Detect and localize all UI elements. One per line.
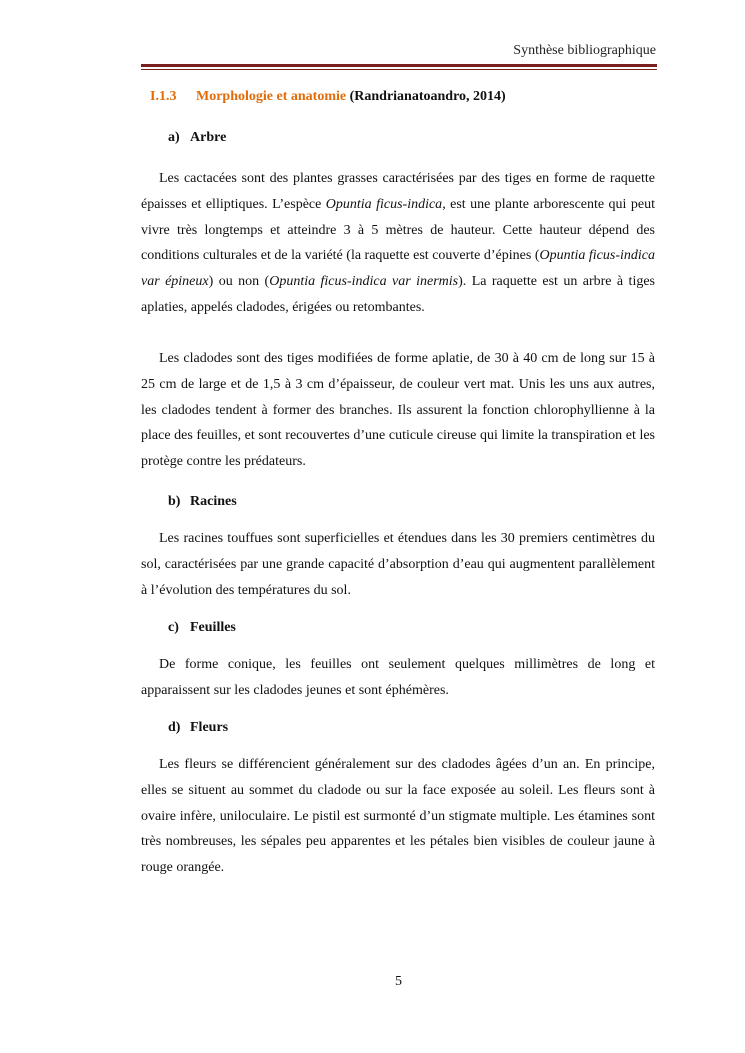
paragraph-racines: Les racines touffues sont superficielles et étendues dans les 30 premiers centimètres du sol, caractérisées par une grande capacité d’absorption d’eau qui augmentent parallèlement à l’évolution des températures du sol. <box>141 531 655 598</box>
text-run: ) ou non ( <box>208 274 270 290</box>
section-title: Morphologie et anatomie <box>196 89 347 104</box>
paragraph-arbre-1 <box>141 166 655 321</box>
subheading-title: Racines <box>190 494 237 509</box>
text-run: , est une plante arborescente qui peut vivre très longtemps et atteindre 3 à 5 mètres de hauteur. Cette hauteur dépend des conditions culturales et de la variété (la raquette est couverte d’épines ( <box>141 196 655 264</box>
subheading-racines <box>168 494 237 510</box>
subheading-arbre <box>168 130 226 146</box>
paragraph-arbre-2: Les cladodes sont des tiges modifiées de forme aplatie, de 30 à 40 cm de long sur 15 à 25 cm de large et de 1,5 à 3 cm d’épaisseur, de couleur vert mat. Unis les uns aux autres, les cladodes tendent à former des branches. Ils assurent la fonction chlorophyllienne à la place des feuilles, et sont recouvertes d’une cuticule cireuse qui limite la transpiration et les protège contre les prédateurs. <box>141 351 655 470</box>
subheading-title: Feuilles <box>190 620 236 635</box>
page-number: 5 <box>395 974 402 989</box>
text-run: ). La raquette est un arbre à tiges aplaties, appelés cladodes, érigées ou retombantes. <box>141 274 655 315</box>
subheading-fleurs <box>168 720 228 736</box>
header-rule-thin <box>141 69 657 70</box>
running-header: Synthèse bibliographique <box>513 43 656 58</box>
species-name: Opuntia ficus-indica <box>325 196 443 212</box>
header-rule-thick <box>141 64 657 67</box>
subheading-letter: c) <box>168 620 179 635</box>
subheading-letter: a) <box>168 130 180 145</box>
subheading-feuilles <box>168 620 236 636</box>
section-number: I.1.3 <box>150 89 177 104</box>
variety-name: Opuntia ficus-indica var inermis <box>269 274 459 290</box>
section-heading <box>150 89 506 105</box>
paragraph-fleurs: Les fleurs se différencient généralement sur des cladodes âgées d’un an. En principe, elles se situent au sommet du cladode ou sur la face exposée au soleil. Les fleurs sont à ovaire infère, uniloculaire. Le pistil est surmonté d’un stigmate multiple. Les étamines sont très nombreuses, les sépales peu apparentes et les pétales bien visibles de couleur jaune à rouge orangée. <box>141 757 655 876</box>
subheading-letter: d) <box>168 720 181 735</box>
subheading-title: Fleurs <box>190 720 229 735</box>
subheading-title: Arbre <box>190 130 227 145</box>
paragraph-feuilles: De forme conique, les feuilles ont seulement quelques millimètres de long et apparaissent sur les cladodes jeunes et sont éphémères. <box>141 657 655 698</box>
text-run: Les cactacées sont des plantes grasses caractérisées par des tiges en forme de raquette épaisses et elliptiques. L’espèce <box>141 171 655 212</box>
section-reference: (Randrianatoandro, 2014) <box>349 89 506 104</box>
subheading-letter: b) <box>168 494 181 509</box>
variety-name: Opuntia ficus-indica var épineux <box>141 248 655 290</box>
